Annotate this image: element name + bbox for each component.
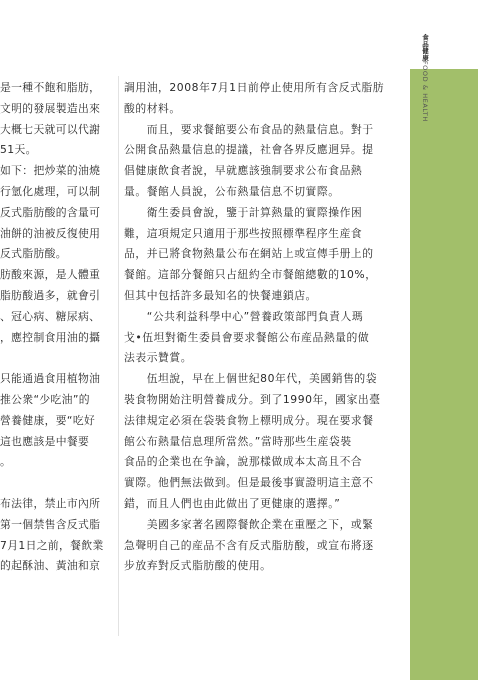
text-line: 館公布熱量信息理所當然。”當時那些生産袋裝: [124, 434, 352, 448]
text-line: 戈•伍坦對衛生委員會要求餐館公布産品熱量的做: [124, 330, 370, 344]
text-line: 這也應該是中餐要: [0, 434, 90, 448]
text-line: 伍坦說，早在上個世紀80年代，美國銷售的袋: [124, 372, 378, 386]
text-line: 營養健康，要“吃好: [0, 413, 96, 427]
text-line: 美國多家著名國際餐飲企業在重壓之下，或緊: [124, 517, 374, 531]
text-line: 是一種不飽和脂肪，: [0, 81, 101, 94]
text-line: 文明的發展製造出來: [0, 101, 101, 115]
text-line: 大概七天就可以代謝: [0, 122, 101, 136]
text-line: 食品的企業也在争論，說那樣做成本太高且不合: [124, 455, 363, 469]
text-line: 錯，而且人們也由此做出了更健康的選擇。”: [124, 496, 341, 510]
text-line: 51天。: [0, 143, 37, 157]
text-line: 而且，要求餐館要公布食品的熱量信息。對于: [124, 122, 374, 136]
text-line: 法表示贊賞。: [124, 351, 193, 365]
text-line: 餐館。這部分餐館只占紐約全市餐館總數的10%，: [124, 268, 377, 282]
text-line: 急聲明自己的産品不含有反式脂肪酸，或宣布將逐: [124, 538, 374, 552]
text-line: 品，并已將食物熱量公布在網站上或宣傳手册上的: [124, 247, 374, 261]
text-line: 反式脂肪酸。: [0, 247, 67, 261]
text-line: 只能通過食用植物油: [0, 372, 101, 386]
text-line: 第一個禁售含反式脂: [0, 517, 101, 531]
text-line: 實際。他們無法做到。但是最後事實證明這主意不: [124, 476, 374, 490]
section-label-zh: 食品健康: [421, 34, 429, 61]
text-line: 反式脂肪酸的含量可: [0, 205, 101, 219]
text-line: [0, 348, 112, 369]
text-line: 衛生委員會說，鑒于計算熱量的實際操作困: [124, 205, 363, 219]
left-text-column: [0, 78, 112, 577]
text-line: 如下：把炒菜的油燒: [0, 164, 101, 178]
text-line: “公共利益科學中心”營養政策部門負責人瑪: [124, 309, 364, 323]
column-divider: [118, 76, 119, 636]
text-line: [0, 473, 112, 494]
green-side-band: [409, 69, 478, 680]
text-line: 公開食品熱量信息的提議，社會各界反應迥异。提: [124, 143, 374, 157]
text-line: 、冠心病、糖尿病、: [0, 309, 101, 323]
text-line: 。: [0, 455, 12, 469]
text-line: 油餅的油被反復使用: [0, 226, 101, 240]
text-line: ，應控制食用油的攝: [0, 330, 101, 344]
text-line: 難，這項規定只適用于那些按照標準程序生産食: [124, 226, 363, 240]
text-line: 肪酸來源，是人體重: [0, 268, 101, 282]
text-line: 脂肪酸過多，就會引: [0, 288, 101, 302]
text-line: 行氫化處理，可以制: [0, 184, 101, 198]
right-text-column: [124, 78, 398, 577]
text-line: 布法律，禁止市內所: [0, 496, 101, 510]
text-line: 步放弃對反式脂肪酸的使用。: [124, 559, 272, 573]
text-line: 推公衆“少吃油”的: [0, 392, 90, 406]
section-label: [421, 34, 430, 122]
text-line: 調用油，2008年7月1日前停止使用所有含反式脂肪: [124, 81, 385, 94]
band-edge-line: [409, 69, 410, 680]
section-label-en: FOOD & HEALTH: [421, 60, 429, 122]
text-line: 法律規定必須在袋裝食物上標明成分。現在要求餐: [124, 413, 374, 427]
text-line: 裝食物開始注明營養成分。到了1990年，國家出臺: [124, 392, 381, 406]
text-line: 倡健康飲食者說，早就應該強制要求公布食品熱: [124, 164, 363, 178]
text-line: 量。餐館人員說，公布熱量信息不切實際。: [124, 184, 340, 198]
text-line: 7月1日之前，餐飲業: [0, 538, 104, 552]
text-line: 酸的材料。: [124, 101, 181, 115]
text-line: 的起酥油、黃油和京: [0, 559, 101, 573]
text-line: 但其中包括許多最知名的快餐連鎖店。: [124, 288, 317, 302]
